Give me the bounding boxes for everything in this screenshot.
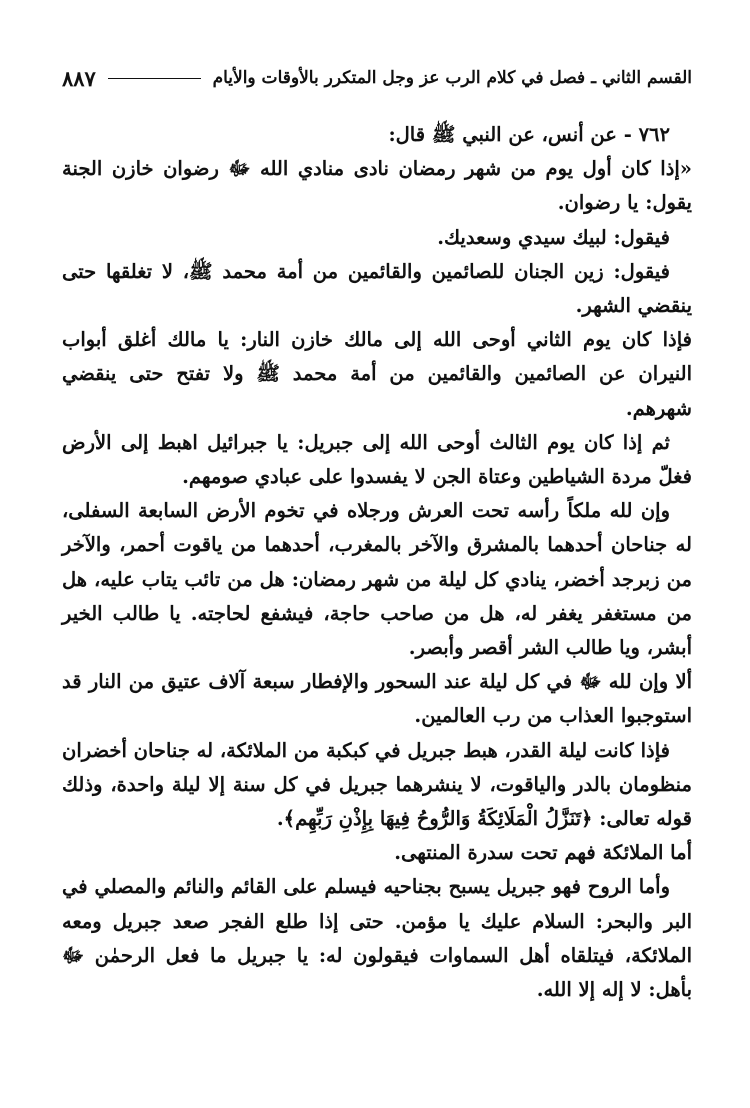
paragraph-freed-from-fire: ألا وإن لله ﷻ في كل ليلة عند السحور والإفطار سبعة آلاف عتيق من النار قد استوجبوا العذاب من رب العالمين. [62,670,692,728]
paragraph-angel: وإن لله ملكاً رأسه تحت العرش ورجلاه في تخوم الأرض السابعة السفلى، له جناحان أحدهما بالمشرق والآخر بالمغرب، أحدهما من ياقوت أحمر، والآخر من زبرجد أخضر، ينادي كل ليلة من شهر رمضان: هل من تائب يتاب عليه، هل من مستغفر يغفر له، هل من صاحب حاجة، فيشفع لحاجته. يا طالب الخير أبشر، ويا طالب الشر أقصر وأبصر. [62,499,692,660]
header-title: القسم الثاني ـ فصل في كلام الرب عز وجل المتكرر بالأوقات والأيام [212,68,692,88]
paragraph-second-day: فإذا كان يوم الثاني أوحى الله إلى مالك خازن النار: يا مالك أغلق أبواب النيران عن الصائمين والقائمين من أمة محمد ﷺ ولا تفتح حتى ينقضي شهرهم. [62,328,692,420]
book-page [62,58,692,1007]
paragraph-ridwan-call: «إذا كان أول يوم من شهر رمضان نادى منادي الله ﷻ رضوان خازن الجنة يقول: يا رضوان. [62,157,692,215]
paragraph-angels-sidra: أما الملائكة فهم تحت سدرة المنتهى. [394,841,692,865]
paragraph-third-day: ثم إذا كان يوم الثالث أوحى الله إلى جبريل: يا جبرائيل اهبط إلى الأرض فغلّ مردة الشياطين وعتاة الجن لا يفسدوا على عبادي صومهم. [62,430,692,489]
header-rule [108,78,201,79]
paragraph-adorn-gardens: فيقول: زين الجنان للصائمين والقائمين من أمة محمد ﷺ، لا تغلقها حتى ينقضي الشهر. [62,259,692,318]
paragraph-ridwan-reply: فيقول: لبيك سيدي وسعديك. [437,225,670,249]
page-number: ٨٨٧ [62,65,96,91]
paragraph-laylat-al-qadr: فإذا كانت ليلة القدر، هبط جبريل في كبكبة من الملائكة، له جناحان أخضران منظومان بالدر والياقوت، لا ينشرهما جبريل في كل سنة إلا ليلة واحدة، وذلك قوله تعالى: ﴿تَنَزَّلُ الْمَلَائِكَةُ وَالرُّوحُ فِيهَا بِإِذْنِ رَبِّهِم﴾. [62,738,692,831]
running-header [62,58,692,98]
body-text [62,118,692,1007]
paragraph-ruh-jibril: وأما الروح فهو جبريل يسبح بجناحيه فيسلم على القائم والنائم والمصلي في البر والبحر: السلام عليك يا مؤمن. حتى إذا طلع الفجر صعد جبريل ومعه الملائكة، فيتلقاه أهل السماوات فيقولون له: يا جبريل ما فعل الرحمٰن ﷻ بأهل: لا إله إلا الله. [62,875,692,1002]
hadith-number-line: ٧٦٢ - عن أنس، عن النبي ﷺ قال: [388,123,670,146]
